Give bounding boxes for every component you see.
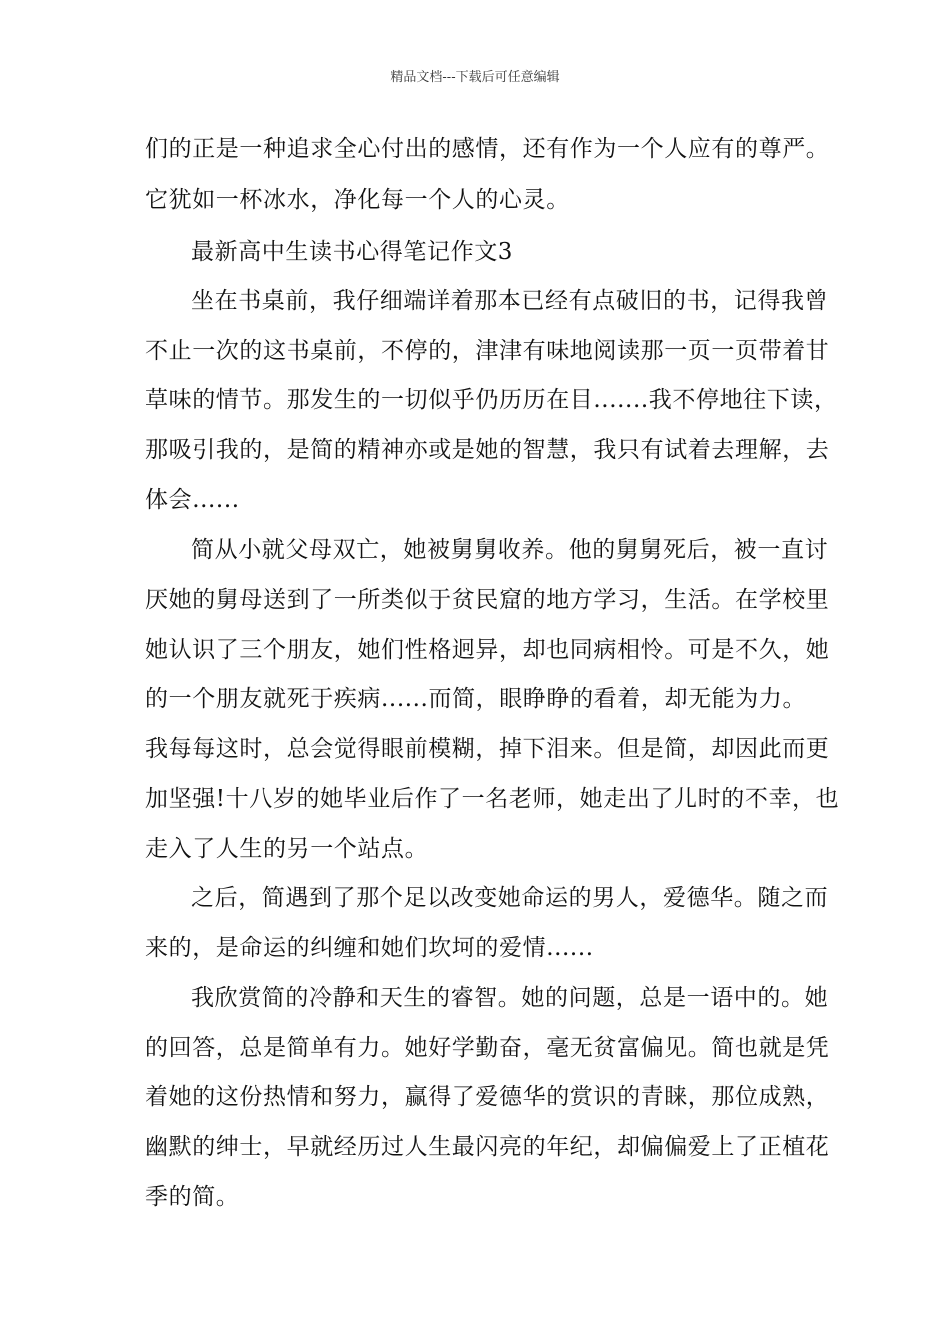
text-line: 走入了人生的另一个站点。: [145, 836, 429, 862]
text-line: 她认识了三个朋友，她们性格迥异，却也同病相怜。可是不久，她: [145, 637, 830, 663]
text-line: 坐在书桌前，我仔细端详着那本已经有点破旧的书，记得我曾: [191, 288, 829, 314]
text-line: 那吸引我的，是简的精神亦或是她的智慧，我只有试着去理解，去: [145, 437, 830, 463]
section-title: 最新高中生读书心得笔记作文3: [191, 239, 514, 265]
text-line: 体会......: [145, 487, 240, 513]
text-line: 不止一次的这书桌前，不停的，津津有味地阅读那一页一页带着甘: [145, 338, 830, 364]
text-line: 我每每这时，总会觉得眼前模糊，掉下泪来。但是简，却因此而更: [145, 736, 830, 762]
text-line: 草味的情节。那发生的一切似乎仍历历在目.......我不停地往下读，: [145, 387, 838, 413]
text-line: 厌她的舅母送到了一所类似于贫民窟的地方学习，生活。在学校里: [145, 587, 830, 613]
text-line: 的一个朋友就死于疾病......而简，眼睁睁的看着，却无能为力。: [145, 686, 807, 712]
text-line: 季的简。: [145, 1184, 240, 1210]
text-line: 我欣赏简的冷静和天生的睿智。她的问题，总是一语中的。她: [191, 985, 829, 1011]
text-line: 之后，简遇到了那个足以改变她命运的男人，爱德华。随之而: [191, 885, 829, 911]
page-header: 精品文档---下载后可任意编辑: [390, 70, 560, 85]
text-line: 它犹如一杯冰水，净化每一个人的心灵。: [145, 187, 570, 213]
text-line: 着她的这份热情和努力，赢得了爱德华的赏识的青睐，那位成熟，: [145, 1084, 830, 1110]
text-line: 加坚强!十八岁的她毕业后作了一名老师，她走出了儿时的不幸，也: [145, 786, 840, 812]
text-line: 的回答，总是简单有力。她好学勤奋，毫无贫富偏见。简也就是凭: [145, 1035, 830, 1061]
text-line: 幽默的绅士，早就经历过人生最闪亮的年纪，却偏偏爱上了正植花: [145, 1134, 830, 1160]
text-line: 来的，是命运的纠缠和她们坎坷的爱情......: [145, 935, 594, 961]
text-line: 们的正是一种追求全心付出的感情，还有作为一个人应有的尊严。: [145, 136, 830, 162]
text-line: 简从小就父母双亡，她被舅舅收养。他的舅舅死后，被一直讨: [191, 537, 829, 563]
